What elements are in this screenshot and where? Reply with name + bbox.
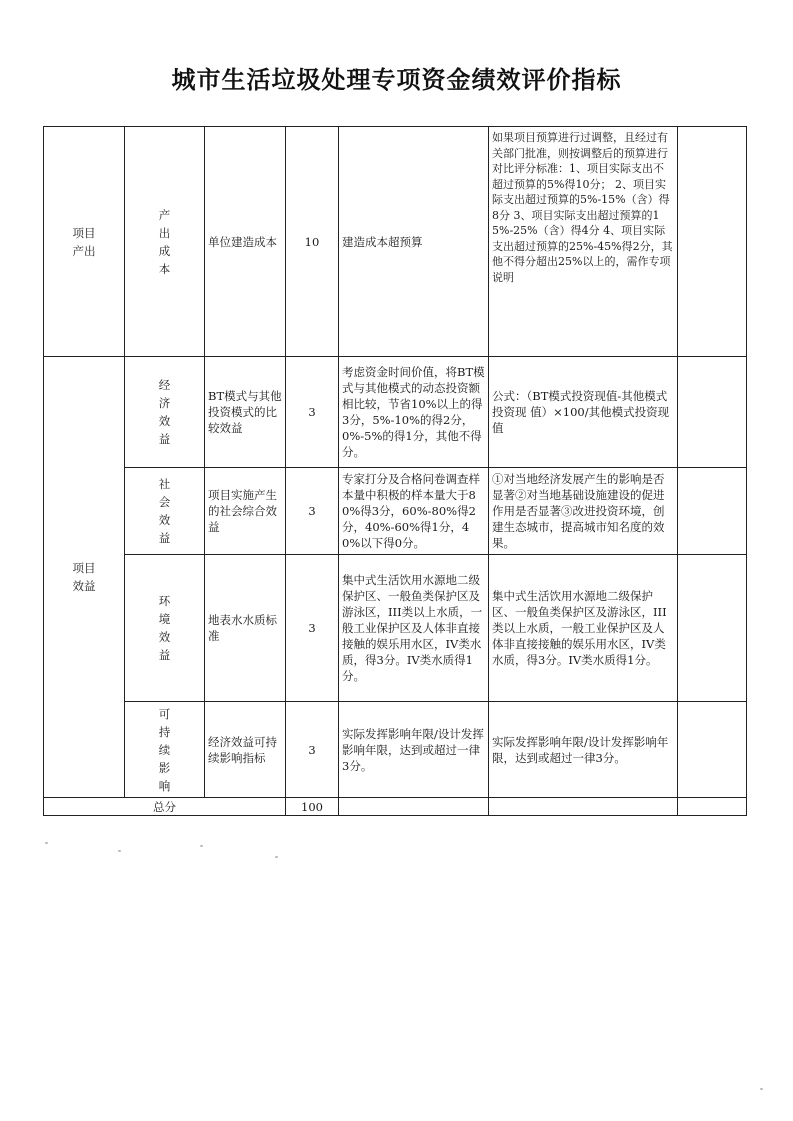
table-row	[44, 702, 747, 798]
criteria-cell: 考虑资金时间价值，将BT模式与其他模式的动态投资额相比较，节省10%以上的得3分，5%-10%的得2分，0%-5%的得1分，其他不得分。	[339, 357, 489, 468]
score-cell: 3	[286, 357, 339, 468]
indicator-cell: BT模式与其他投资模式的比较效益	[205, 357, 286, 468]
score-cell: 3	[286, 468, 339, 555]
remark-cell	[678, 555, 747, 702]
score-cell: 10	[286, 127, 339, 357]
remark-cell	[678, 798, 747, 816]
indicator-cell: 单位建造成本	[205, 127, 286, 357]
score-cell: 3	[286, 555, 339, 702]
level2-cell: 可持续影响	[125, 702, 205, 798]
method-cell: 实际发挥影响年限/设计发挥影响年限，达到或超过一律3分。	[489, 702, 678, 798]
criteria-cell	[339, 798, 489, 816]
indicator-cell: 地表水水质标准	[205, 555, 286, 702]
level2-cell: 环境效益	[125, 555, 205, 702]
table-row	[44, 357, 747, 468]
criteria-cell: 专家打分及合格问卷调查样本量中积极的样本量大于80%得3分，60%-80%得2分，40%-60%得1分，40%以下得0分。	[339, 468, 489, 555]
method-cell: 集中式生活饮用水源地二级保护区、一般鱼类保护区及游泳区，III类以上水质，一般工业保护区及人体非直接接触的娱乐用水区，IV类水质，得3分。IV类水质得1分。	[489, 555, 678, 702]
table-row	[44, 555, 747, 702]
evaluation-table	[43, 126, 747, 816]
method-cell: 如果项目预算进行过调整，且经过有关部门批准，则按调整后的预算进行对比评分标准：1、项目实际支出不超过预算的5%得10分； 2、项目实际支出超过预算的5%-15%（含）得8分 3、项目实际支出超过预算的15%-25%（含）得4分 4、项目实际支出超过预算的25%-45%得2分，其他不得分超出25%以上的，需作专项说明	[489, 127, 678, 357]
criteria-cell: 建造成本超预算	[339, 127, 489, 357]
level2-cell: 经济效益	[125, 357, 205, 468]
remark-cell	[678, 127, 747, 357]
total-row	[44, 798, 747, 816]
remark-cell	[678, 702, 747, 798]
total-score: 100	[286, 798, 339, 816]
page-title: 城市生活垃圾处理专项资金绩效评价指标	[171, 66, 622, 94]
method-cell: 公式：（BT模式投资现值-其他模式投资现 值）×100/其他模式投资现值	[489, 357, 678, 468]
remark-cell	[678, 357, 747, 468]
method-cell	[489, 798, 678, 816]
score-cell: 3	[286, 702, 339, 798]
level2-cell: 社会效益	[125, 468, 205, 555]
indicator-cell: 项目实施产生的社会综合效益	[205, 468, 286, 555]
scan-speck	[45, 842, 48, 844]
scan-speck	[760, 1088, 763, 1090]
scan-speck	[275, 856, 278, 858]
method-cell: ①对当地经济发展产生的影响是否显著②对当地基础设施建设的促进作用是否显著③改进投资环境，创建生态城市，提高城市知名度的效果。	[489, 468, 678, 555]
table-row	[44, 468, 747, 555]
level1-cell: 项目效益	[44, 357, 125, 798]
criteria-cell: 实际发挥影响年限/设计发挥影响年限，达到或超过一律3分。	[339, 702, 489, 798]
criteria-cell: 集中式生活饮用水源地二级保护区、一般鱼类保护区及游泳区，III类以上水质，一般工业保护区及人体非直接接触的娱乐用水区，IV类水质，得3分。IV类水质得1分。	[339, 555, 489, 702]
level1-cell: 项目产出	[44, 127, 125, 357]
remark-cell	[678, 468, 747, 555]
scan-speck	[118, 850, 121, 852]
total-label: 总分	[44, 798, 286, 816]
indicator-cell: 经济效益可持续影响指标	[205, 702, 286, 798]
level2-cell: 产出成本	[125, 127, 205, 357]
scan-speck	[200, 845, 203, 847]
table-row	[44, 127, 747, 357]
